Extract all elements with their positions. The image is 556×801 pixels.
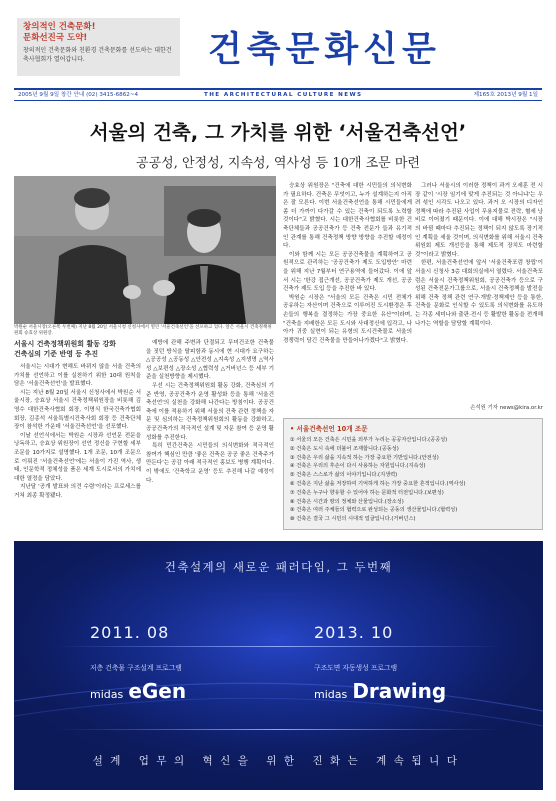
dateline <box>14 88 542 101</box>
paragraph: 박원순 시장은 "서울의 모든 건축은 시민 전체가 공유하는 자산이며 건축으로 이루어진 도시환경은 후손들의 행복을 결정하는 가장 중요한 유산"이라며, "건축을 지배한은 모든 도시와 사대정신에 입각고, 나아가 귀중 실현이 되는 유형의 도시건축물로 서울의 경쟁력이 담긴 건축물을 만들어나가겠다"고 밝혔다. <box>283 294 412 344</box>
list-item: ③ 건축은 우리 삶을 지속적 하는 가장 중요한 기반입니다.(안전성) <box>290 454 439 461</box>
list-item: ⑧ 건축은 시간과 땅의 정체와 산물입니다.(장소성) <box>290 498 404 505</box>
list-item: ② 건축은 도시 속에 더불어 조재합니다.(공동성) <box>290 445 399 452</box>
list-item: ⑥ 건축은 지난 삶을 저장하여 기억하게 하는 가장 중요한 흔적입니다.(역사성) <box>290 480 466 487</box>
article-byline: 손석원 기자 news@kira.or.kr <box>470 405 543 411</box>
paragraph: 이날 선언식에서는 박원순 시장과 선언문 전문을 낭독하고, 승효상 위원장이 선언 정신을 구현할 세부 조문을 10가지로 설명했다. 1개 조문, 10개 조문으로 이뤄진 '서울건축선언'에는 서울이 가진 역사, 생태, 인문학적 정체성을 품은 세계 도시로서의 가치에 대한 열정을 담았다. <box>14 432 141 482</box>
article-column-a <box>14 363 141 535</box>
ad-tagline: 설계 업무의 혁신을 위한 진화는 계속됩니다 <box>92 755 465 767</box>
ad-product-name-left: eGen <box>128 679 187 703</box>
dateline-issue-info: 2005년 9월 9일 창간 안내 (02) 3415-6862~4 <box>18 92 139 98</box>
declaration-box <box>283 418 543 530</box>
subheading-line <box>14 339 144 359</box>
paragraph: 승효상 위원장은 "건축에 대한 시민들의 의식변화가 필요하다. 건축은 무엇이고, 누가 설계하는지 아직은 잘 모른다. 이번 서울건축선언을 통해 시민들에게 좀 더 가까이 다가갈 수 있는 건축이 되도록 노력할 것이다"고 밝혔다. 시는 대한건축사협회를 비롯한 건축단체들과 공공건축가 등 건축 전문가 들과 유기적인 관계를 통해 건축정책 방향 방향을 추진할 예정이다. <box>283 183 412 250</box>
paragraph: 한편, 서울건축선언에 앞서 '서울건축포럼 창립'이 서울시 신청사 3층 대회의실에서 열렸다. 서울건축포럼은 서울시 건축정책위원회, 공공건축가 등으로 구성된 건축전문가그룹으로, 서울시 건축정책을 발전을 위해 건축 정책 관련 연구·개발·정책제안 등을 통한, 건축을 문화로 인식할 수 있도록 의식변화를 유도하는 각종 세미나와 출판·전시 등 활발한 활동을 전개해 나가는 역할을 담당할 계획이다. <box>415 260 543 327</box>
promo-line-2: 문화선진국 도약! <box>23 33 88 43</box>
paragraph: 시는 지난 8월 20일 서울시 신청사에서 박원순 서울시장, 승효상 서울시 건축정책위원장을 비롯해 김영수 대한건축사협회 회장, 이명식 한국건축가협회 회장, 김종석 서울특별시건축사회 회장 등 건축단체장이 참석한 가운데 '서울건축선언'을 선포했다. <box>14 389 141 431</box>
promo-box <box>17 18 180 76</box>
list-item: ⑨ 건축은 여러 주체들의 협력으로 완성되는 공동의 생산물입니다.(협력성) <box>290 507 458 514</box>
column-a-subheading <box>14 339 144 359</box>
ad-subtitle-left: 저층 건축물 구조설계 프로그램 <box>90 664 182 672</box>
article-photo <box>14 176 276 324</box>
promo-line-1: 창의적인 건축문화! <box>23 22 96 32</box>
ad-date-left: 2011. 08 <box>90 623 170 642</box>
article-column-b <box>146 339 274 535</box>
list-item: ① 서울의 모든 건축은 시민을 외부가 누리는 공공자산입니다.(공공성) <box>290 437 448 443</box>
paragraph: 그러나 서울시의 이러한 정책이 과거 오세훈 전 시장 같이 '시장 임기에 맞게 추진되는 것 아니냐'는 우려 섞인 시각도 나오고 있다. 과거 오 시장의 디자인정책에 따라 추진된 사업이 무용지물로 전락, 혈세 낭비로 이어졌기 때문이다. 이에 대해 박시장은 "시장의 바뀜 때마다 추진되는 정책이 되지 않도록 장기적인 계획을 세울 것이며, 의식변화를 위해 서울시 건축위원회 제도 개선등을 통해 제도적 장치도 마련할 것"이라고 밝혔다. <box>415 183 543 258</box>
paragraph: 특히 민간건축은 시민들의 의식변화와 적극적인 참여가 핵심인 만큼 '좋은 건축은 공공 좋은 건축주가 만든다'는 공감 아래 적극적인 홍보도 병행 계획이다. 이 밖에도 '건축학교 운영' 등도 추진해 나갈 예정이다. <box>146 443 274 484</box>
ad-brand-right: midas <box>314 688 348 701</box>
subheading-text: 건축심의 기준 반영 등 추진 <box>14 350 99 358</box>
ad-title: 건축설계의 새로운 패러다임, 그 두번째 <box>164 560 393 574</box>
article-column-d <box>415 182 543 414</box>
masthead <box>0 0 556 88</box>
ad-product-name-right: Drawing <box>352 679 447 703</box>
ad-brand-left: midas <box>90 688 124 701</box>
list-item: ⑦ 건축은 누구나 향유할 수 있어야 하는 문화적 터전입니다.(보편성) <box>290 489 444 496</box>
dateline-english-title: THE ARCHITECTURAL CULTURE NEWS <box>204 92 363 98</box>
subheading-text: 서울시 건축정책위원회 활동 강화 <box>14 340 116 348</box>
declaration-title-text: 서울건축선언 10개 조문 <box>296 425 368 433</box>
article-column-c <box>283 182 412 414</box>
list-item: ④ 건축은 우리의 후손이 다시 사용하는 자원입니다.(지속성) <box>290 463 426 470</box>
paragraph: 우선 시는 건축정책위원회 활동 강화, 건축심의 기준 반영, 공공건축가 운영 활성화 등을 통해 '서울건축선언'의 실천을 강화해 나간다는 방침이다. 공공건축에 이를 적용하기 위해 서울의 건축 관련 정책을 자문 및 심의하는 건축정책위원회의 활동을 강화하고, 공공건축가의 적극적인 설계 및 자문 참여 등 운영 활성화를 추진한다. <box>146 382 274 441</box>
paragraph: 지난달 '공개 발표와 의견 수렴'이라는 프로세스를 거쳐 최종 확정됐다. <box>14 484 141 499</box>
paragraph: 서울시는 시대가 변해도 바뀌지 않을 서울 건축의 가치를 선언하고 이를 실천하기 위한 10대 원칙을 담은 '서울건축선언'을 발표했다. <box>14 364 141 388</box>
list-item: ⑩ 건축은 결국 그 시민의 시대적 얼굴입니다.(거버넌스) <box>290 516 416 523</box>
promo-line-3: 창의적인 건축문화와 친환경 건축문화를 선도하는 대한건축사협회가 열어갑니다. <box>23 47 172 63</box>
list-item: ⑤ 건축은 스스로가 삶의 이야기입니다.(지생력) <box>290 472 398 479</box>
advertisement <box>14 541 543 790</box>
ad-subtitle-right: 구조도면 자동생성 프로그램 <box>314 664 398 672</box>
declaration-title: • 서울건축선언 10개 조문 <box>290 425 368 433</box>
paragraph: 예방에 관해 주변과 단절되고 무미건조한 건축물을 짓던 방식을 탈피함과 동시에 현 시대가 요구하는 △공공성 △공동성 △안전성 △지속성 △지생명 △역사성 △보편성 △장소성 △협력성 △거버넌스 등 세부 기준을 실천방향을 제시했다. <box>146 340 274 381</box>
ad-date-right: 2013. 10 <box>314 623 394 642</box>
ad-product-right <box>314 679 446 703</box>
article-headline: 서울의 건축, 그 가치를 위한 ‘서울건축선언’ <box>89 121 467 144</box>
photo-illustration <box>14 176 276 324</box>
newspaper-flag: 건축문화신문 <box>208 30 441 70</box>
article-subhead: 공공성, 안정성, 지속성, 역사성 등 10개 조문 마련 <box>136 156 420 171</box>
paragraph: 이와 함께 시는 모든 공공건축물을 계획하여고 공원적으로 관리하는 '공공건축가 제도 도입방안' 마련을 위해 지난 7월부터 연구용역에 들어갔다. 이에 앞서 시는 '한강 접근개선, 공공건축가 제도 개선, 공공건축가 제도 도입 등을 추진한 바 있다. <box>283 251 412 293</box>
declaration-list <box>290 436 536 524</box>
photo-caption: 박원순 서울시장(오른쪽 두번째) 지난 8월 20일 서울시청 신청사에서 열린 '서울건축선언'을 선포하고 있다. 앞은 서울시 건축정책위원회 승효상 위원장. <box>14 325 272 336</box>
dateline-number-date: 제165호 2013년 9월 1일 <box>473 92 538 98</box>
ad-product-left <box>90 679 186 703</box>
